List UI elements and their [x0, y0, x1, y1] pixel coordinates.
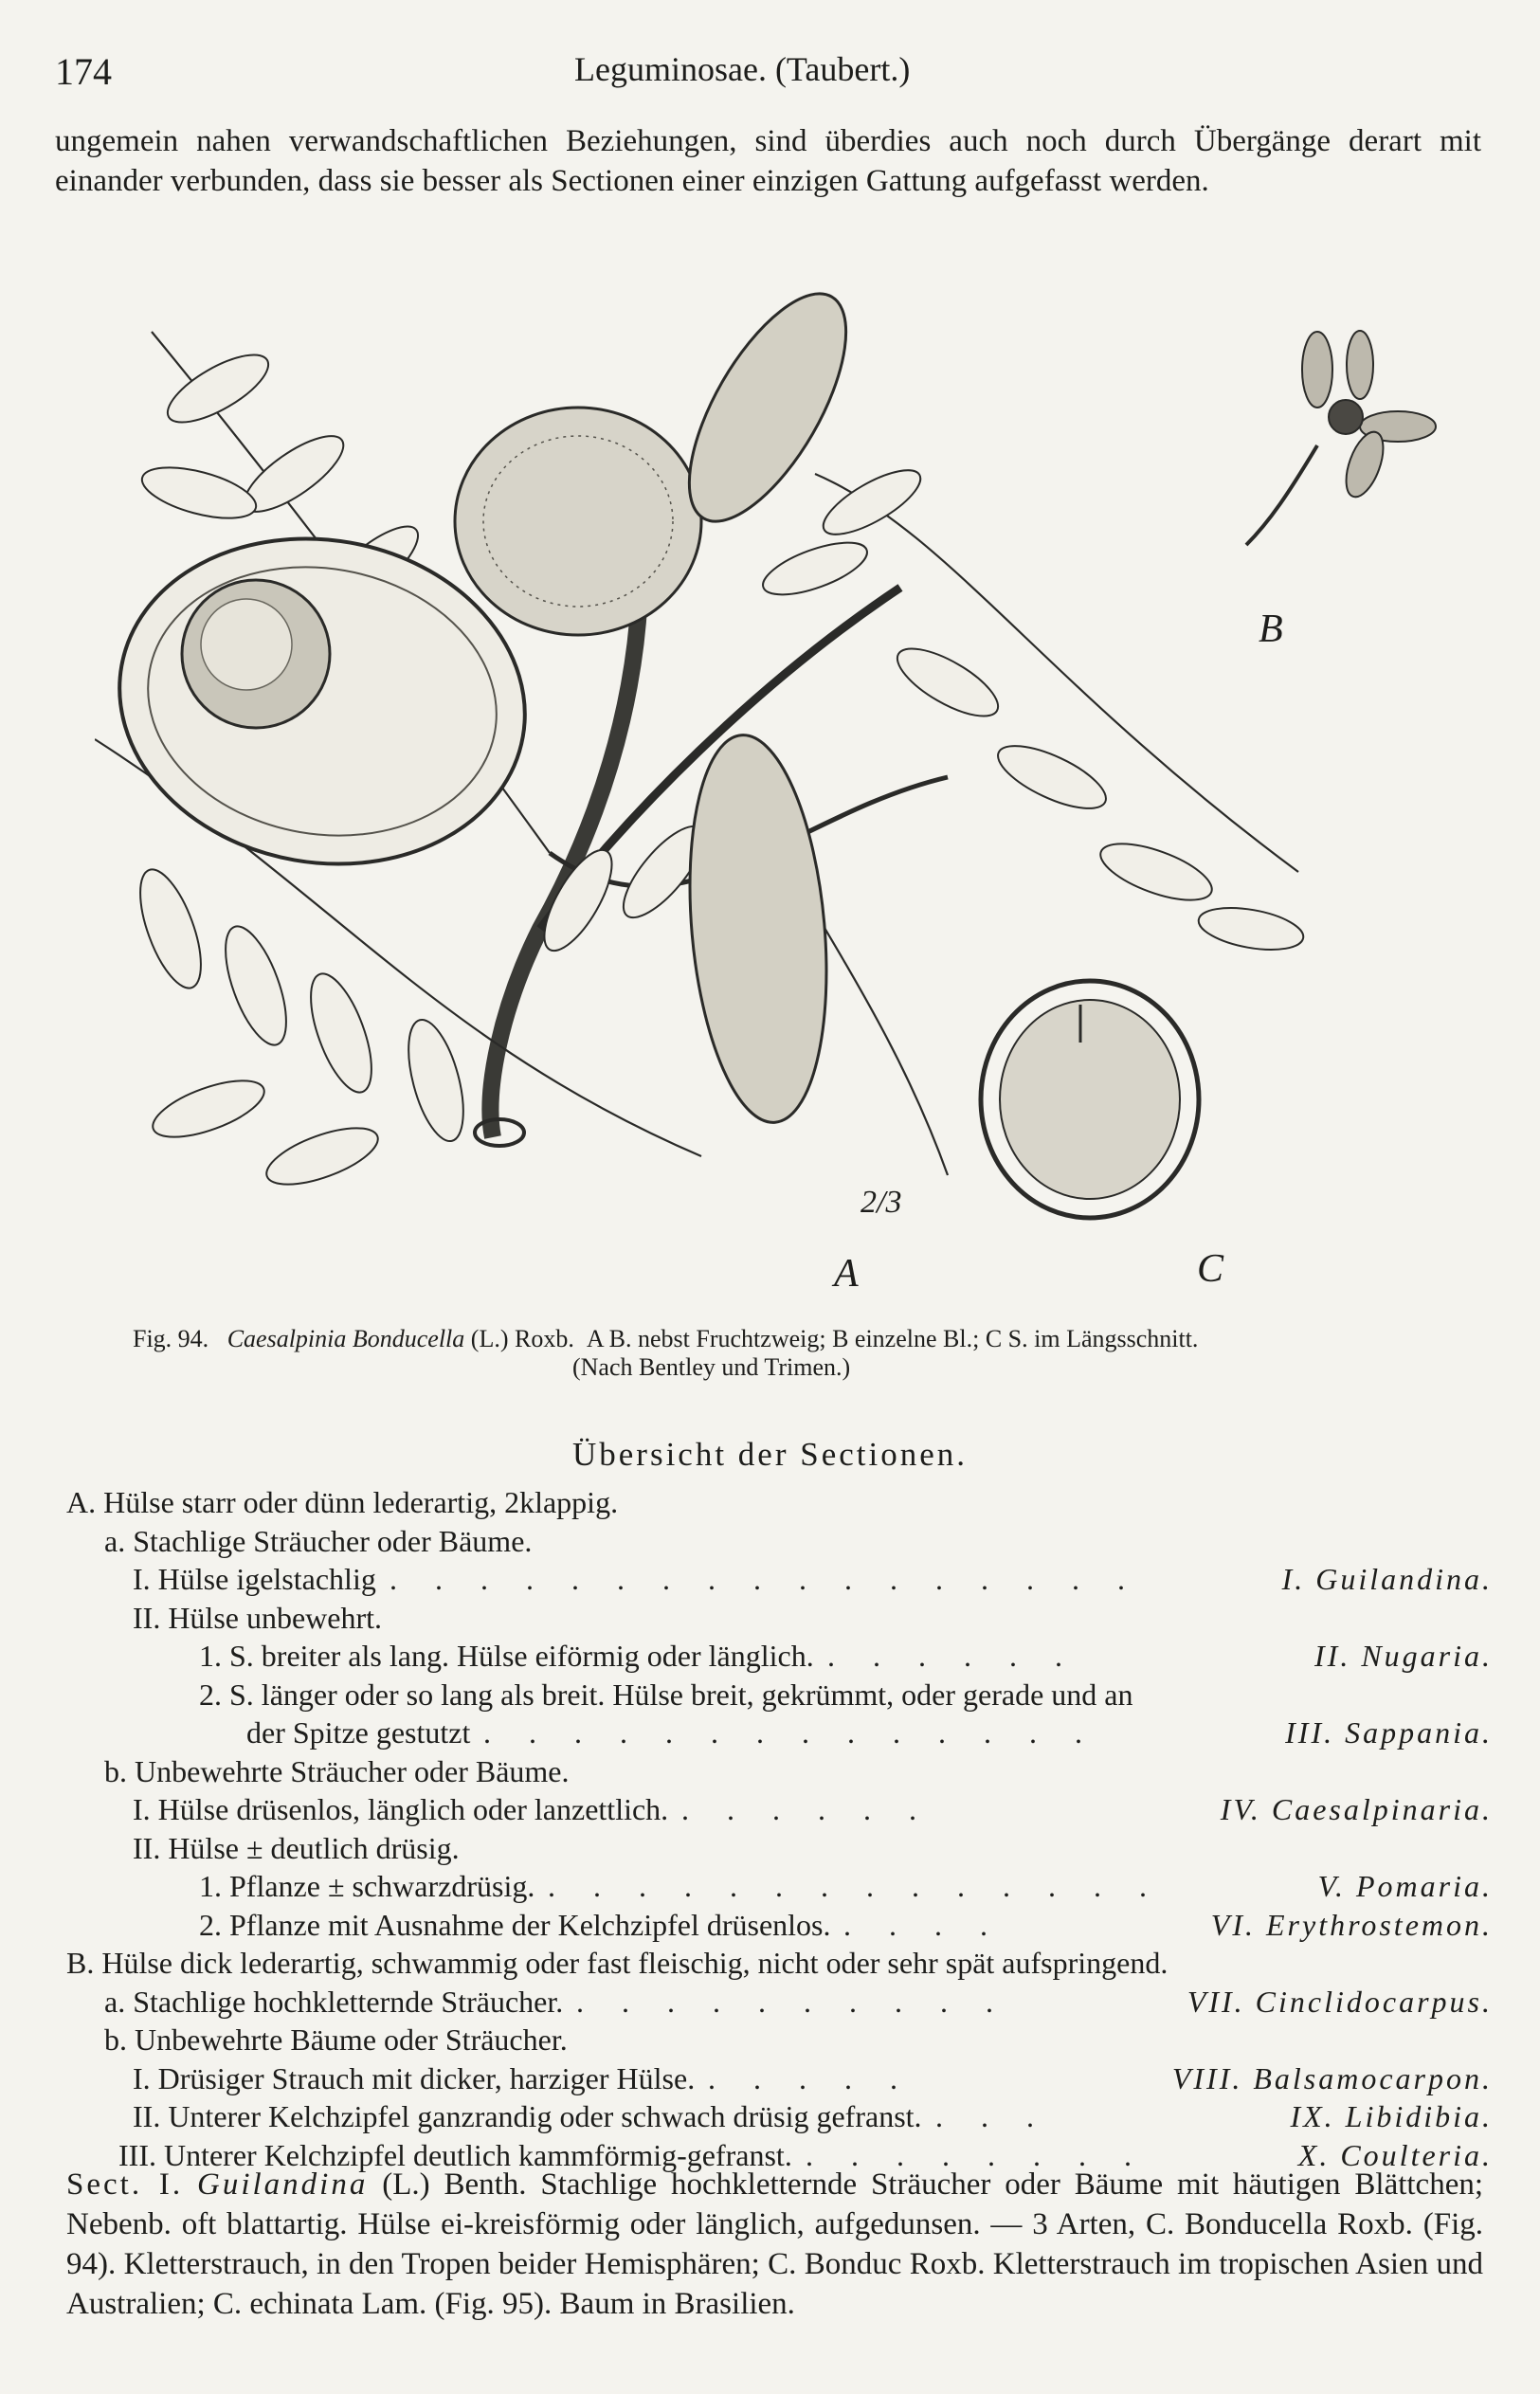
figure-label-a: A	[834, 1252, 859, 1296]
key-row	[66, 1906, 1493, 1945]
key-row	[66, 1522, 1493, 1561]
key-row-result: VI. Erythrostemon.	[1210, 1907, 1493, 1942]
figure-caption	[133, 1325, 1478, 1382]
key-row-text: I. Drüsiger Strauch mit dicker, harziger Hülse.	[133, 2060, 696, 2095]
key-row	[66, 1752, 1493, 1791]
key-row	[66, 2021, 1493, 2059]
key-row-leader-dots: . . . . . .	[827, 1639, 1078, 1673]
section-description: (L.) Benth. Stachlige hochkletternde Sträucher oder Bäume mit häutigen Blättchen; Nebenb. oft blattartig. Hülse ei-kreisförmig oder länglich, aufgedunsen. — 3 Arten, C. Bonducella Roxb. (Fig. 94). Kletterstrauch, in den Tropen beider Hemisphären; C. Bonduc Roxb. Kletterstrauch im tropischen Asien und Australien; C. echinata Lam. (Fig. 95). Baum in Brasilien.	[66, 2167, 1484, 2321]
key-row	[66, 1560, 1493, 1599]
key-row	[66, 1714, 1493, 1752]
key-row-leader-dots: . . .	[935, 2099, 1049, 2133]
section-name: Guilandina	[197, 2167, 369, 2202]
spiny-pod-round	[455, 408, 701, 635]
caption-source: (Nach Bentley und Trimen.)	[572, 1353, 851, 1381]
section-number: Sect. I.	[66, 2167, 184, 2202]
key-row	[66, 1829, 1493, 1868]
key-row	[66, 1867, 1493, 1906]
key-row-text: b. Unbewehrte Sträucher oder Bäume.	[104, 1753, 570, 1788]
key-row-result: X. Coulteria.	[1297, 2137, 1493, 2172]
key-row-text: B. Hülse dick lederartig, schwammig oder fast fleischig, nicht oder sehr spät aufspringend.	[66, 1946, 1169, 1980]
caesalpinia-drawing	[95, 284, 1469, 1313]
key-row-text: 2. S. länger oder so lang als breit. Hülse breit, gekrümmt, oder gerade und an	[199, 1677, 1133, 1712]
key-row	[66, 1483, 1493, 1522]
key-row-leader-dots: . . . . . . . . . . . . . . . . .	[390, 1562, 1140, 1596]
key-row-text: der Spitze gestutzt	[246, 1715, 471, 1750]
key-row	[66, 2059, 1493, 2098]
key-row-result: IX. Libidibia.	[1290, 2099, 1493, 2133]
page-header	[55, 49, 1464, 97]
botanical-illustration	[95, 284, 1469, 1313]
key-row-result: III. Sappania.	[1285, 1715, 1493, 1750]
section-heading: Übersicht der Sectionen.	[571, 1436, 969, 1473]
key-row-leader-dots: . . . . . . . . . .	[576, 1984, 1008, 2019]
key-row-result: I. Guilandina.	[1281, 1562, 1493, 1596]
key-row-text: II. Hülse ± deutlich drüsig.	[133, 1830, 460, 1865]
key-row-result: VIII. Balsamocarpon.	[1171, 2060, 1493, 2095]
key-row-text: II. Unterer Kelchzipfel ganzrandig oder schwach drüsig gefranst.	[133, 2099, 922, 2133]
key-row	[66, 1790, 1493, 1829]
page-number: 174	[55, 50, 112, 93]
scale-label: 2/3	[861, 1185, 902, 1220]
key-row	[66, 1944, 1493, 1983]
key-row	[66, 2097, 1493, 2136]
intro-paragraph: ungemein nahen verwandschaftlichen Beziehungen, sind überdies auch noch durch Übergänge derart mit einander verbunden, dass sie besser als Sectionen einer einzigen Gattung aufgefasst werden.	[55, 124, 1481, 198]
caption-description: A B. nebst Fruchtzweig; B einzelne Bl.; C S. im Längsschnitt.	[586, 1325, 1199, 1352]
key-row-text: I. Hülse drüsenlos, länglich oder lanzettlich.	[133, 1792, 669, 1826]
caption-species: Caesalpinia Bonducella	[226, 1325, 465, 1352]
key-row-result: VII. Cinclidocarpus.	[1187, 1984, 1493, 2019]
key-row-text: I. Hülse igelstachlig	[133, 1562, 376, 1596]
key-row-text: a. Stachlige Sträucher oder Bäume.	[104, 1523, 533, 1558]
key-row-leader-dots: . . . .	[843, 1907, 1003, 1942]
key-row-leader-dots: . . . . .	[708, 2060, 913, 2095]
key-row-text: b. Unbewehrte Bäume oder Sträucher.	[104, 2022, 568, 2057]
caption-fig-number: Fig. 94.	[133, 1325, 209, 1352]
running-head: Leguminosae. (Taubert.)	[574, 50, 911, 88]
seed-section	[981, 981, 1199, 1218]
spiny-pod-lower	[675, 730, 841, 1129]
key-row-leader-dots: . . . . . .	[681, 1792, 932, 1826]
key-row	[66, 1637, 1493, 1676]
key-row-text: 2. Pflanze mit Ausnahme der Kelchzipfel drüsenlos.	[199, 1907, 831, 1942]
key-row	[66, 1676, 1493, 1714]
key-row-text: II. Hülse unbewehrt.	[133, 1600, 383, 1635]
single-flower	[1246, 331, 1436, 545]
section-key	[66, 1483, 1493, 2174]
key-row-text: A. Hülse starr oder dünn lederartig, 2klappig.	[66, 1485, 619, 1519]
key-row-leader-dots: . . . . . . . .	[806, 2137, 1147, 2172]
key-row-text: 1. S. breiter als lang. Hülse eiförmig oder länglich.	[199, 1639, 814, 1673]
key-row-text: 1. Pflanze ± schwarzdrüsig.	[199, 1869, 535, 1903]
key-row-result: IV. Caesalpinaria.	[1220, 1792, 1493, 1826]
key-row-result: II. Nugaria.	[1314, 1639, 1493, 1673]
caption-author: (L.) Roxb.	[470, 1325, 574, 1352]
key-row	[66, 1983, 1493, 2022]
figure-label-b: B	[1259, 608, 1283, 651]
figure-label-c: C	[1197, 1247, 1224, 1291]
closing-paragraph	[66, 2165, 1483, 2324]
key-row-text: III. Unterer Kelchzipfel deutlich kammförmig-gefranst.	[118, 2137, 792, 2172]
key-row-leader-dots: . . . . . . . . . . . . . .	[483, 1715, 1097, 1750]
key-row-text: a. Stachlige hochkletternde Sträucher.	[104, 1984, 564, 2019]
key-row	[66, 1599, 1493, 1638]
key-row-result: V. Pomaria.	[1317, 1869, 1493, 1903]
key-row-leader-dots: . . . . . . . . . . . . . .	[548, 1869, 1162, 1903]
